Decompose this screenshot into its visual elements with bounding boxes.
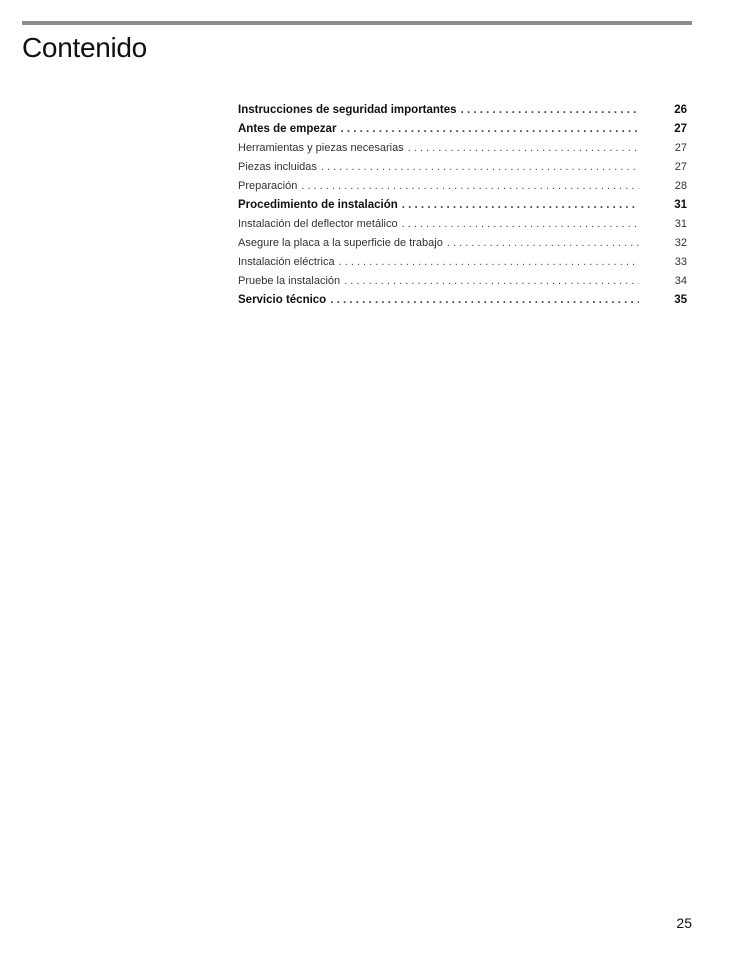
dot-leader	[447, 234, 639, 253]
toc-entry-page: 26	[674, 104, 687, 116]
toc-entry-label: Servicio técnico	[238, 294, 327, 306]
toc-entry-page: 27	[674, 123, 687, 135]
dot-leader	[340, 120, 639, 139]
toc-entry-antes[interactable]	[238, 120, 687, 139]
toc-entry-page: 27	[674, 161, 687, 173]
toc-entry-pruebe[interactable]	[238, 272, 687, 291]
toc-entry-procedimiento[interactable]	[238, 196, 687, 215]
toc-entry-label: Instalación del deflector metálico	[238, 218, 398, 230]
toc-entry-page: 28	[674, 180, 687, 192]
dot-leader	[402, 215, 639, 234]
page-title: Contenido	[22, 32, 147, 63]
dot-leader	[402, 196, 639, 215]
toc-entry-preparacion[interactable]	[238, 177, 687, 196]
toc-entry-label: Pruebe la instalación	[238, 275, 341, 287]
toc-entry-placa[interactable]	[238, 234, 687, 253]
dot-leader	[339, 253, 639, 272]
dot-leader	[344, 272, 639, 291]
top-rule	[22, 21, 692, 25]
toc-entry-label: Preparación	[238, 180, 298, 192]
dot-leader	[461, 101, 639, 120]
toc-entry-label: Asegure la placa a la superficie de trabajo	[238, 237, 443, 249]
toc-entry-servicio[interactable]	[238, 291, 687, 310]
dot-leader	[408, 139, 639, 158]
toc-entry-page: 31	[674, 199, 687, 211]
toc-entry-label: Instrucciones de seguridad importantes	[238, 104, 457, 116]
page-number: 25	[676, 915, 692, 931]
toc-entry-label: Piezas incluidas	[238, 161, 317, 173]
toc-entry-page: 33	[674, 256, 687, 268]
toc-entry-piezas[interactable]	[238, 158, 687, 177]
toc-entry-deflector[interactable]	[238, 215, 687, 234]
dot-leader	[301, 177, 639, 196]
toc-entry-page: 32	[674, 237, 687, 249]
toc-entry-label: Herramientas y piezas necesarias	[238, 142, 404, 154]
toc-entry-herramientas[interactable]	[238, 139, 687, 158]
table-of-contents	[238, 101, 687, 310]
toc-entry-label: Procedimiento de instalación	[238, 199, 398, 211]
toc-entry-seguridad[interactable]	[238, 101, 687, 120]
toc-entry-page: 31	[674, 218, 687, 230]
dot-leader	[330, 291, 639, 310]
toc-entry-electrica[interactable]	[238, 253, 687, 272]
toc-entry-label: Instalación eléctrica	[238, 256, 335, 268]
toc-entry-page: 35	[674, 294, 687, 306]
toc-entry-page: 27	[674, 142, 687, 154]
dot-leader	[321, 158, 639, 177]
toc-entry-label: Antes de empezar	[238, 123, 337, 135]
toc-entry-page: 34	[674, 275, 687, 287]
